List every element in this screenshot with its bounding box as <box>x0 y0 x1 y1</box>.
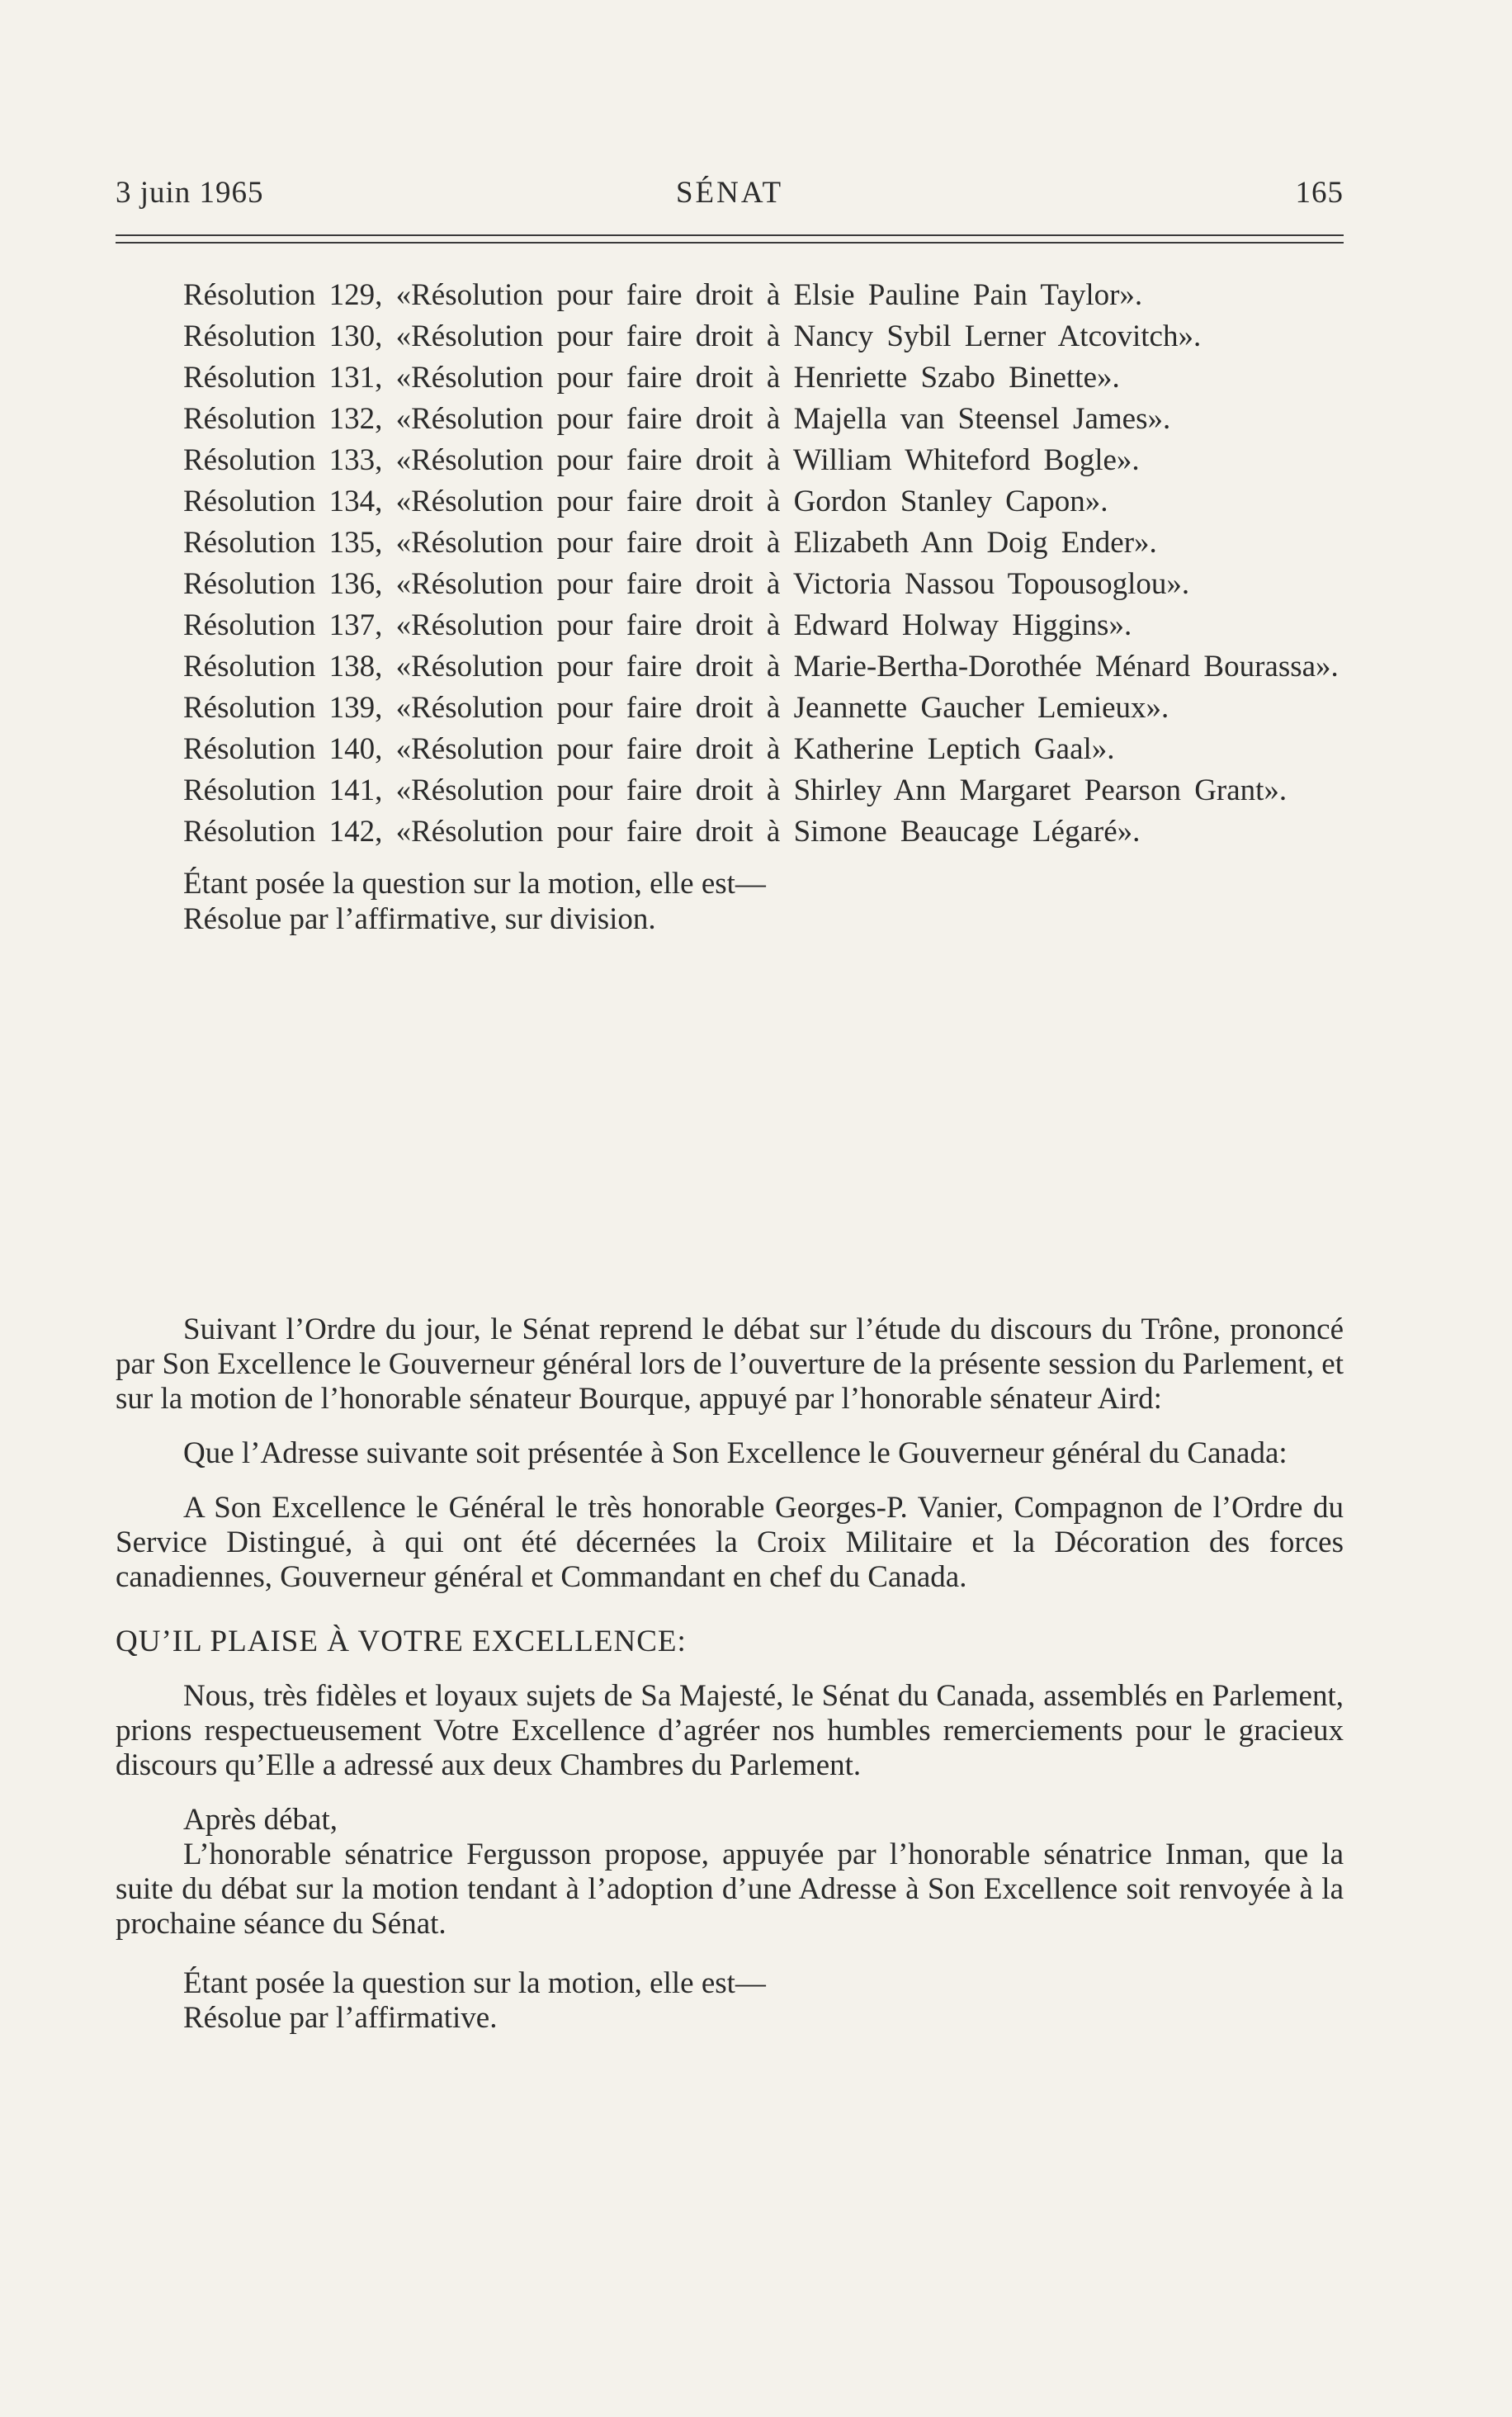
address-statement: Que l’Adresse suivante soit présentée à Son Excellence le Gouverneur général du Canada: <box>183 1436 1288 1470</box>
after-debate: Après débat, <box>183 1803 338 1837</box>
resolution-item: Résolution 141, «Résolution pour faire droit à Shirley Ann Margaret Pearson Grant». <box>183 773 1288 807</box>
resolution-item: Résolution 136, «Résolution pour faire droit à Victoria Nassou Topousoglou». <box>183 567 1190 601</box>
resolutions-section <box>116 277 1344 937</box>
resolution-item: Résolution 140, «Résolution pour faire droit à Katherine Leptich Gaal». <box>183 732 1115 766</box>
debate-section <box>116 1313 1344 2036</box>
resolution-item: Résolution 130, «Résolution pour faire droit à Nancy Sybil Lerner Atcovitch». <box>183 319 1202 353</box>
address-body: Nous, très fidèles et loyaux sujets de Sa Majesté, le Sénat du Canada, assemblés en Parlement, prions respectueusement Votre Excellence d’agréer nos humbles remerciements pour le gracieux discours qu’Elle a adressé aux deux Chambres du Parlement. <box>116 1679 1344 1782</box>
resolution-item: Résolution 139, «Résolution pour faire droit à Jeannette Gaucher Lemieux». <box>183 691 1169 725</box>
address-heading: QU’IL PLAISE À VOTRE EXCELLENCE: <box>116 1625 687 1658</box>
address-recipient: A Son Excellence le Général le très honorable Georges-P. Vanier, Compagnon de l’Ordre du Service Distingué, à qui ont été décernées la Croix Militaire et la Décoration des forces canadiennes, Gouverneur général et Commandant en chef du Canada. <box>116 1491 1344 1594</box>
result-line: Résolue par l’affirmative. <box>183 2001 498 2035</box>
resolution-item: Résolution 135, «Résolution pour faire droit à Elizabeth Ann Doig Ender». <box>183 526 1157 560</box>
page-header <box>116 175 1344 216</box>
motion-text: L’honorable sénatrice Fergusson propose, appuyée par l’honorable sénatrice Inman, que la suite du débat sur la motion tendant à l’adoption d’une Adresse à Son Excellence soit renvoyée à la prochaine séance du Sénat. <box>116 1838 1344 1941</box>
page-number: 165 <box>1295 176 1344 210</box>
resolution-item: Résolution 129, «Résolution pour faire droit à Elsie Pauline Pain Taylor». <box>183 278 1143 312</box>
resolution-item: Résolution 142, «Résolution pour faire droit à Simone Beaucage Légaré». <box>183 815 1141 849</box>
header-title: SÉNAT <box>675 176 784 210</box>
header-date: 3 juin 1965 <box>116 176 264 210</box>
resolution-item: Résolution 131, «Résolution pour faire droit à Henriette Szabo Binette». <box>183 361 1120 395</box>
debate-intro: Suivant l’Ordre du jour, le Sénat reprend le débat sur l’étude du discours du Trône, prononcé par Son Excellence le Gouverneur général lors de l’ouverture de la présente session du Parlement, et sur la motion de l’honorable sénateur Bourque, appuyé par l’honorable sénateur Aird: <box>116 1313 1344 1416</box>
result-line: Résolue par l’affirmative, sur division. <box>183 902 656 936</box>
question-result-1 <box>183 866 1344 937</box>
header-rule-double <box>116 242 1344 244</box>
resolution-item: Résolution 132, «Résolution pour faire droit à Majella van Steensel James». <box>183 402 1171 436</box>
question-result-2 <box>183 1966 1344 2036</box>
question-line: Étant posée la question sur la motion, elle est— <box>183 867 766 901</box>
resolution-item: Résolution 138, «Résolution pour faire droit à Marie-Bertha-Dorothée Ménard Bourassa». <box>183 650 1339 683</box>
question-line: Étant posée la question sur la motion, elle est— <box>183 1966 766 2000</box>
resolution-item: Résolution 134, «Résolution pour faire droit à Gordon Stanley Capon». <box>183 485 1108 518</box>
resolution-item: Résolution 137, «Résolution pour faire droit à Edward Holway Higgins». <box>183 608 1132 642</box>
resolution-item: Résolution 133, «Résolution pour faire droit à William Whiteford Bogle». <box>183 443 1140 477</box>
header-rule <box>116 234 1344 236</box>
